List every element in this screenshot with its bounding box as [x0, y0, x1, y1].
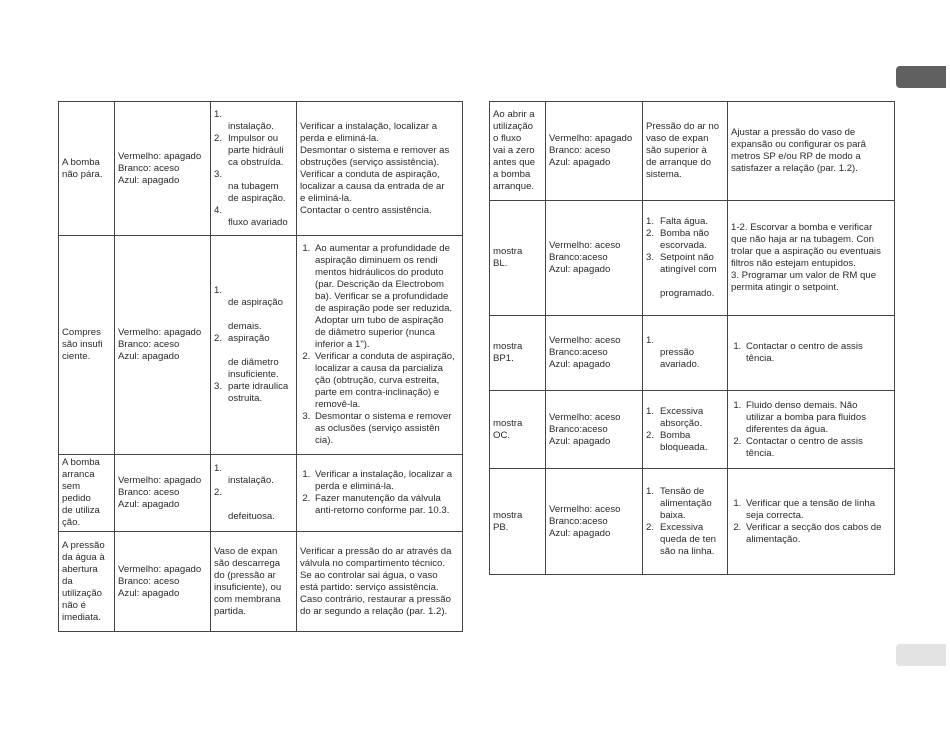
cause-line: instalação. — [228, 475, 274, 486]
remedy-line: removê-la. — [315, 399, 361, 410]
led-status-line: Vermelho: apagado — [118, 150, 202, 162]
remedy-line: 1. Verificar a instalação, localizar a — [315, 469, 453, 480]
remedy-cell — [297, 532, 463, 632]
cause-number: 1. — [646, 335, 655, 346]
cause-line: queda de ten — [660, 533, 717, 545]
problem-line: utilização — [62, 587, 102, 599]
remedy-line: Se ao controlar sai água, o vaso — [300, 569, 438, 581]
cause-number: 2. — [214, 487, 223, 498]
cause-line: ostruita. — [228, 393, 263, 404]
remedy-cell — [297, 236, 463, 455]
table-row — [490, 201, 895, 316]
cause-line: Falta água. — [660, 216, 709, 227]
cause-line: vaso de expan — [646, 133, 709, 144]
remedy-line: localizar a causa da entrada de ar — [300, 180, 445, 192]
problem-line: mostra — [493, 417, 523, 429]
cause-line: baixa. — [660, 509, 686, 521]
remedy-line: perda e eliminá-la. — [315, 481, 394, 492]
remedy-line: Verificar a pressão do ar através da — [300, 545, 452, 557]
led-status-line: Vermelho: apagado — [118, 475, 202, 486]
led-status-line: Branco: aceso — [549, 145, 611, 156]
remedy-line: perda e eliminá-la. — [300, 132, 379, 144]
remedy-line: metros SP e/ou RP de modo a — [731, 151, 861, 162]
led-status-cell — [546, 201, 643, 316]
cause-line: parte idraulica — [228, 381, 289, 392]
remedy-line: as oclusões (serviço assistên — [315, 423, 440, 434]
remedy-item — [313, 243, 459, 351]
problem-line: arranca — [62, 469, 95, 480]
cause-line — [228, 109, 274, 121]
remedy-line: 2. Fazer manutenção da válvula — [315, 493, 441, 504]
problem-line: de utiliza — [62, 505, 100, 516]
cause-line: pressão — [660, 347, 695, 358]
cause-line: insuficiente. — [228, 369, 279, 380]
table-row — [59, 455, 463, 532]
remedy-line: está partido: serviço assistência. — [300, 581, 439, 593]
problem-line: mostra — [493, 509, 523, 521]
remedy-line: expansão ou configurar os parâ — [731, 139, 866, 150]
problem-line: Compres — [62, 327, 101, 338]
remedy-line: (par. Descrição da Electrobom — [315, 279, 445, 290]
cause-line: Setpoint não — [660, 252, 714, 263]
cause-line: bloqueada. — [660, 441, 708, 453]
cause-line — [228, 169, 286, 181]
remedy-line: 2. Verificar a conduta de aspiração, — [315, 351, 455, 362]
led-status-line: Azul: apagado — [549, 527, 611, 539]
remedy-line: Contactar o centro assistência. — [300, 204, 432, 216]
remedy-item — [313, 411, 459, 447]
cause-line: absorção. — [660, 417, 703, 429]
remedy-cell — [297, 102, 463, 236]
cause-cell — [211, 102, 297, 236]
led-status-line: Branco:aceso — [549, 423, 608, 435]
remedy-cell — [728, 391, 895, 469]
cause-line: defeituosa. — [228, 511, 275, 522]
remedy-line: 1. Ao aumentar a profundidade de — [315, 243, 450, 254]
cause-number: 1. — [214, 108, 223, 120]
remedy-list — [300, 469, 459, 517]
problem-line: BP1. — [493, 353, 514, 364]
led-status-line: Vermelho: aceso — [549, 335, 621, 346]
cause-line: são descarrega — [214, 557, 281, 569]
remedy-line: que não haja ar na tubagem. Con — [731, 234, 874, 245]
cause-line: Impulsor ou — [228, 132, 279, 144]
problem-cell — [59, 532, 115, 632]
led-status-line: Branco: aceso — [118, 162, 180, 174]
problem-line: mostra — [493, 341, 523, 352]
led-status-line: Azul: apagado — [549, 359, 611, 370]
remedy-line: aspiração diminuem os rendi — [315, 255, 438, 266]
problem-line: da água à — [62, 551, 105, 563]
cause-number: 1. — [646, 405, 655, 417]
remedy-line: obstruções (serviço assistência). — [300, 156, 440, 168]
remedy-line: de diâmetro superior (nunca — [315, 327, 435, 338]
cause-cell — [643, 201, 728, 316]
problem-line: são insufi — [62, 339, 103, 350]
remedy-item — [744, 522, 891, 546]
cause-cell — [643, 469, 728, 575]
problem-cell — [490, 201, 546, 316]
table-row — [490, 469, 895, 575]
problem-line: imediata. — [62, 611, 101, 623]
led-status-cell — [546, 469, 643, 575]
cause-item — [214, 463, 293, 487]
cause-line — [660, 276, 717, 288]
cause-line: Pressão do ar no — [646, 121, 720, 132]
remedy-line: Verificar a instalação, localizar a — [300, 120, 438, 132]
cause-number: 4. — [214, 204, 223, 216]
remedy-line: tência. — [746, 353, 775, 364]
problem-line: sem pedido — [62, 481, 91, 504]
led-status-line: Vermelho: aceso — [549, 503, 621, 515]
led-status-cell — [115, 236, 211, 455]
remedy-line: 1-2. Escorvar a bomba e verificar — [731, 222, 873, 233]
led-status-line: Azul: apagado — [118, 351, 180, 362]
cause-line: demais. — [228, 321, 262, 332]
cause-number: 2. — [646, 521, 655, 533]
remedy-line: Verificar a conduta de aspiração, — [300, 168, 440, 180]
cause-number: 1. — [214, 285, 223, 296]
cause-item — [646, 430, 724, 454]
cause-line: avariado. — [660, 359, 700, 370]
chapter-tab-active — [896, 66, 946, 88]
led-status-line: Azul: apagado — [118, 587, 180, 599]
led-status-cell — [115, 532, 211, 632]
remedy-item — [313, 469, 459, 493]
cause-line: do (pressão ar — [214, 569, 276, 581]
remedy-line: Desmontar o sistema e remover as — [300, 144, 450, 156]
cause-line: Vaso de expan — [214, 545, 278, 557]
problem-line: A pressão — [62, 539, 105, 551]
remedy-line: Adoptar um tubo de aspiração — [315, 315, 444, 326]
cause-cell — [211, 236, 297, 455]
remedy-cell — [728, 102, 895, 201]
cause-line: de arranque do — [646, 157, 712, 168]
led-status-line: Vermelho: aceso — [549, 411, 621, 423]
cause-line: Excessiva — [660, 405, 704, 417]
problem-line: mostra — [493, 246, 523, 257]
led-status-line: Azul: apagado — [549, 157, 611, 168]
problem-cell — [490, 469, 546, 575]
remedy-line: tência. — [746, 447, 775, 459]
cause-line: são superior à — [646, 145, 707, 156]
cause-line: aspiração — [228, 333, 270, 344]
remedy-cell — [728, 316, 895, 391]
cause-number: 1. — [646, 485, 655, 497]
cause-line: ca obstruída. — [228, 156, 284, 168]
cause-line: sistema. — [646, 169, 682, 180]
remedy-line: e eliminá-la. — [300, 192, 352, 204]
remedy-item — [744, 436, 891, 460]
cause-number: 2. — [214, 333, 223, 344]
remedy-line: válvula no compartimento técnico. — [300, 557, 446, 569]
problem-line: utilização — [493, 121, 533, 132]
troubleshooting-table-left — [58, 101, 463, 632]
cause-cell — [643, 102, 728, 201]
cause-line: atingível com — [660, 264, 717, 275]
remedy-line: cia). — [315, 435, 334, 446]
led-status-line: Vermelho: apagado — [118, 563, 202, 575]
cause-line — [228, 309, 283, 321]
cause-number: 3. — [214, 168, 223, 180]
cause-line — [660, 335, 699, 347]
remedy-list — [731, 400, 891, 460]
remedy-list — [300, 243, 459, 447]
problem-line: A bomba — [62, 156, 100, 168]
problem-line: BL. — [493, 258, 508, 269]
cause-number: 3. — [646, 252, 655, 263]
table-row — [490, 102, 895, 201]
remedy-line: satisfazer a relação (par. 1.2). — [731, 163, 858, 174]
remedy-item — [313, 493, 459, 517]
led-status-cell — [546, 391, 643, 469]
cause-line: Excessiva — [660, 521, 704, 533]
led-status-line: Azul: apagado — [549, 264, 611, 275]
problem-line: vai a zero — [493, 145, 535, 156]
cause-item — [214, 381, 293, 405]
cause-line: parte hidráuli — [228, 144, 284, 156]
led-status-cell — [546, 102, 643, 201]
remedy-line: filtros não estejam entupidos. — [731, 258, 856, 269]
led-status-line: Branco:aceso — [549, 347, 608, 358]
cause-line — [228, 487, 275, 499]
problem-line: ção. — [62, 517, 81, 528]
led-status-line: Branco: aceso — [118, 487, 180, 498]
cause-item — [646, 486, 724, 522]
cause-item — [214, 133, 293, 169]
problem-line: OC. — [493, 429, 511, 441]
problem-line: a bomba — [493, 169, 531, 180]
remedy-cell — [728, 201, 895, 316]
cause-line — [228, 463, 274, 475]
remedy-line: utilizar a bomba para fluidos — [746, 411, 866, 423]
remedy-item — [744, 498, 891, 522]
cause-item — [214, 285, 293, 333]
cause-line: fluxo avariado — [228, 216, 288, 228]
cause-item — [646, 522, 724, 558]
remedy-line: 2. Contactar o centro de assis — [746, 435, 863, 447]
cause-line — [228, 345, 279, 357]
led-status-line: Azul: apagado — [549, 435, 611, 447]
cause-line — [228, 205, 288, 217]
led-status-line: Azul: apagado — [118, 174, 180, 186]
cause-item — [214, 109, 293, 133]
problem-line: não é — [62, 599, 87, 611]
cause-cell — [643, 316, 728, 391]
problem-line: ciente. — [62, 351, 91, 362]
remedy-line: diferentes da água. — [746, 423, 829, 435]
problem-line: abertura da — [62, 563, 98, 587]
cause-line — [228, 499, 275, 511]
remedy-line: trolar que a aspiração ou eventuais — [731, 246, 881, 257]
cause-line — [228, 285, 283, 297]
led-status-cell — [115, 455, 211, 532]
problem-cell — [490, 391, 546, 469]
cause-number: 3. — [214, 381, 223, 392]
cause-line: Bomba não — [660, 228, 710, 239]
remedy-line: parte em contra-inclinação) e — [315, 387, 440, 398]
led-status-cell — [546, 316, 643, 391]
remedy-item — [744, 341, 891, 365]
cause-line: de diâmetro — [228, 357, 279, 368]
table-row — [490, 391, 895, 469]
cause-number: 2. — [646, 429, 655, 441]
cause-number: 2. — [646, 228, 655, 239]
cause-item — [646, 228, 724, 252]
cause-line: de aspiração. — [228, 192, 286, 204]
page-tab — [896, 644, 946, 666]
led-status-line: Vermelho: apagado — [549, 133, 633, 144]
remedy-line: do ar segundo a relação (par. 1.2). — [300, 605, 448, 617]
table-body-left — [59, 102, 463, 632]
cause-cell — [211, 455, 297, 532]
problem-line: não pára. — [62, 168, 103, 180]
cause-item — [214, 169, 293, 205]
remedy-line: 3. Desmontar o sistema e remover — [315, 411, 452, 422]
remedy-line: Caso contrário, restaurar a pressão — [300, 593, 451, 605]
remedy-line: anti-retorno conforme par. 10.3. — [315, 505, 450, 516]
cause-cell — [643, 391, 728, 469]
led-status-cell — [115, 102, 211, 236]
cause-item — [214, 205, 293, 229]
led-status-line: Vermelho: aceso — [549, 240, 621, 251]
problem-cell — [59, 236, 115, 455]
problem-cell — [59, 455, 115, 532]
cause-line: Bomba — [660, 429, 691, 441]
cause-line: na tubagem — [228, 180, 279, 192]
remedy-line: seja correcta. — [746, 509, 804, 521]
remedy-line: ção (obtrução, curva estreita, — [315, 375, 440, 386]
remedy-item — [744, 400, 891, 436]
problem-line: antes que — [493, 157, 536, 168]
cause-number: 1. — [646, 216, 655, 227]
cause-line: partida. — [214, 605, 246, 617]
remedy-line: 1. Verificar que a tensão de linha — [746, 497, 876, 509]
cause-line: Tensão de — [660, 485, 705, 497]
remedy-line: Ajustar a pressão do vaso de — [731, 127, 856, 138]
problem-line: arranque. — [493, 181, 535, 192]
led-status-line: Branco:aceso — [549, 515, 608, 527]
cause-line: com membrana — [214, 593, 281, 605]
cause-number: 2. — [214, 132, 223, 144]
remedy-line: alimentação. — [746, 533, 801, 545]
problem-cell — [490, 102, 546, 201]
troubleshooting-table-right — [489, 101, 895, 575]
cause-line: insuficiente), ou — [214, 581, 282, 593]
remedy-line: permita atingir o setpoint. — [731, 282, 839, 293]
remedy-line: inferior a 1"). — [315, 339, 370, 350]
led-status-line: Branco: aceso — [118, 339, 180, 350]
table-row — [59, 102, 463, 236]
cause-item — [646, 335, 724, 371]
cause-item — [214, 333, 293, 381]
problem-cell — [490, 316, 546, 391]
problem-line: A bomba — [62, 457, 100, 468]
table-row — [490, 316, 895, 391]
remedy-line: de aspiração pode ser reduzida. — [315, 303, 453, 314]
remedy-line: 1. Contactar o centro de assis — [746, 341, 863, 352]
led-status-line: Azul: apagado — [118, 499, 180, 510]
remedy-list — [731, 498, 891, 546]
problem-line: PB. — [493, 521, 509, 533]
led-status-line: Vermelho: apagado — [118, 327, 202, 338]
remedy-line: ba). Verificar se a profundidade — [315, 291, 449, 302]
problem-cell — [59, 102, 115, 236]
remedy-line: localizar a causa da parcializa — [315, 363, 443, 374]
cause-item — [646, 216, 724, 228]
cause-line: escorvada. — [660, 240, 707, 251]
cause-item — [646, 406, 724, 430]
cause-line: alimentação — [660, 497, 712, 509]
remedy-cell — [297, 455, 463, 532]
remedy-line: 2. Verificar a secção dos cabos de — [746, 521, 882, 533]
remedy-cell — [728, 469, 895, 575]
remedy-list — [731, 341, 891, 365]
remedy-line: mentos hidráulicos do produto — [315, 267, 444, 278]
cause-line: programado. — [660, 288, 715, 299]
led-status-line: Branco:aceso — [549, 252, 608, 263]
cause-number: 1. — [214, 463, 223, 474]
table-body-right — [490, 102, 895, 575]
remedy-line: 3. Programar um valor de RM que — [731, 270, 877, 281]
cause-line: são na linha. — [660, 545, 715, 557]
cause-line: de aspiração — [228, 297, 283, 308]
remedy-item — [313, 351, 459, 411]
cause-line: instalação. — [228, 120, 274, 132]
table-row — [59, 236, 463, 455]
remedy-line: 1. Fluido denso demais. Não — [746, 399, 858, 411]
problem-line: Ao abrir a — [493, 109, 535, 120]
cause-item — [646, 252, 724, 300]
table-row — [59, 532, 463, 632]
cause-item — [214, 487, 293, 523]
problem-line: o fluxo — [493, 133, 522, 144]
cause-cell — [211, 532, 297, 632]
led-status-line: Branco: aceso — [118, 575, 180, 587]
